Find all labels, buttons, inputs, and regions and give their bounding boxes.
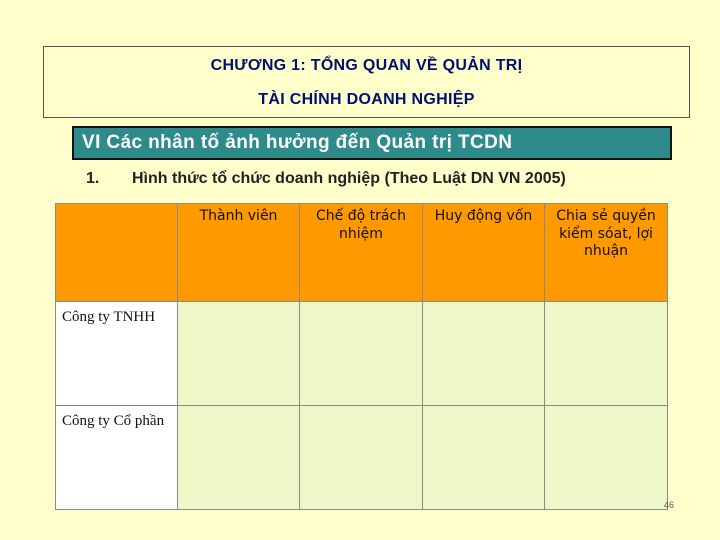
column-header-capital: Huy động vốn — [423, 204, 545, 302]
table-cell — [545, 302, 668, 406]
title-box — [43, 46, 690, 118]
table-cell — [300, 406, 423, 510]
table-cell — [423, 406, 545, 510]
table-row-llc — [56, 302, 668, 406]
section-heading-text: VI Các nhân tố ảnh hưởng đến Quản trị TCDN — [82, 132, 513, 153]
table-header-row — [56, 204, 668, 302]
table-cell — [423, 302, 545, 406]
table-cell — [545, 406, 668, 510]
table-cell — [300, 302, 423, 406]
column-header-members: Thành viên — [178, 204, 300, 302]
row-label-llc: Công ty TNHH — [56, 302, 178, 406]
table-cell — [178, 406, 300, 510]
table-corner-cell — [56, 204, 178, 302]
table-cell — [178, 302, 300, 406]
column-header-control-profit: Chia sẻ quyền kiểm sóat, lợi nhuận — [545, 204, 668, 302]
list-item-text: Hình thức tổ chức doanh nghiệp (Theo Luật DN VN 2005) — [132, 170, 566, 187]
row-label-jsc: Công ty Cổ phần — [56, 406, 178, 510]
title-line-2: TÀI CHÍNH DOANH NGHIỆP — [258, 91, 475, 108]
table-row-jsc — [56, 406, 668, 510]
section-heading-bar — [72, 126, 672, 160]
title-line-1: CHƯƠNG 1: TỔNG QUAN VỀ QUẢN TRỊ — [210, 57, 523, 74]
list-item-number: 1. — [86, 170, 100, 187]
column-header-liability: Chế độ trách nhiệm — [300, 204, 423, 302]
comparison-table — [55, 203, 668, 510]
page-number: 46 — [664, 500, 675, 510]
